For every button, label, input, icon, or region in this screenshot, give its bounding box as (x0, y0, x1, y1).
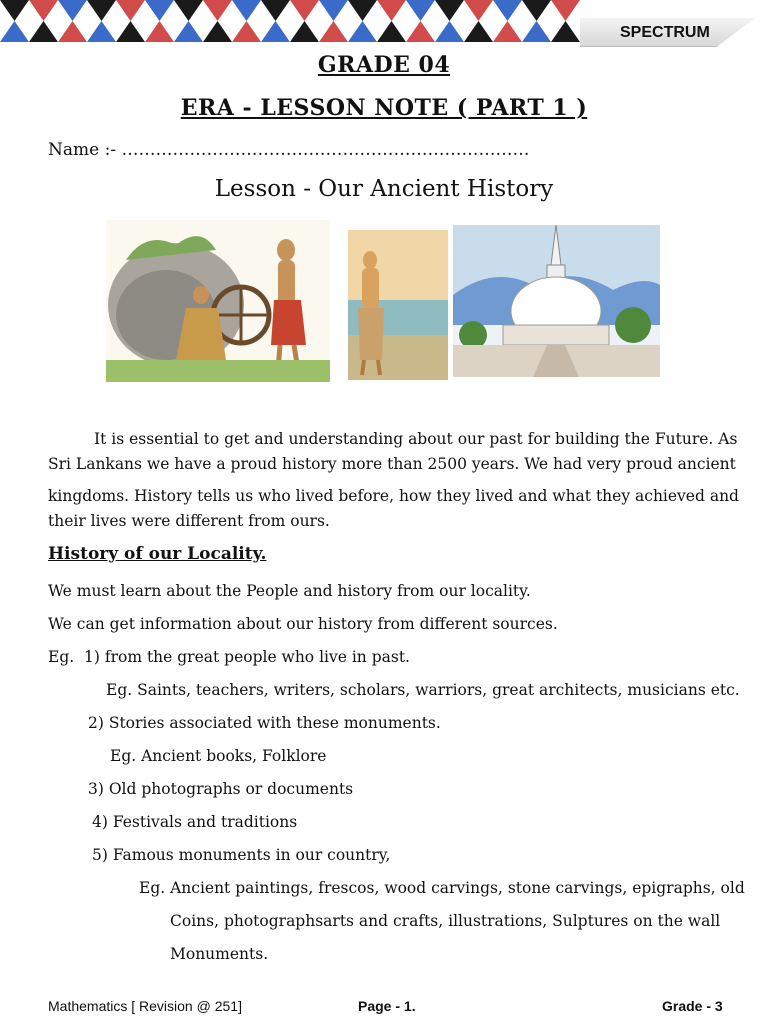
border-triangle (493, 0, 522, 21)
border-triangle (290, 21, 319, 42)
border-triangle (261, 0, 290, 21)
border-triangle (145, 0, 174, 21)
king-statue-illustration (348, 230, 448, 380)
ancient-people-illustration (106, 220, 330, 382)
border-triangle (406, 21, 435, 42)
border-triangle (435, 21, 464, 42)
eg-label: Eg. (48, 648, 75, 666)
border-triangle (377, 21, 406, 42)
source-item-1-example: Eg. Saints, teachers, writers, scholars, warriors, great architects, musicians etc. (106, 681, 740, 699)
border-triangle (203, 21, 232, 42)
source-item-3: 3) Old photographs or documents (88, 780, 354, 798)
intro-line-2: Sri Lankans we have a proud history more than 2500 years. We had very proud ancient (48, 455, 736, 473)
border-triangle (464, 21, 493, 42)
intro-line-1: It is essential to get and understanding about our past for building the Future. As (94, 430, 738, 448)
border-triangle (261, 21, 290, 42)
border-triangle (174, 0, 203, 21)
border-triangle (319, 0, 348, 21)
section-line-1: We must learn about the People and history from our locality. (48, 582, 531, 600)
source-item-5-example-1: Eg. Ancient paintings, frescos, wood carvings, stone carvings, epigraphs, old (139, 879, 745, 897)
source-item-5: 5) Famous monuments in our country, (92, 846, 391, 864)
section-line-2: We can get information about our history from different sources. (48, 615, 558, 633)
border-triangle (58, 0, 87, 21)
border-triangle (522, 21, 551, 42)
border-triangle (116, 21, 145, 42)
border-triangle (29, 0, 58, 21)
border-triangle (116, 0, 145, 21)
border-triangle (464, 0, 493, 21)
intro-line-3: kingdoms. History tells us who lived before, how they lived and what they achieved and (48, 487, 739, 505)
source-item-2-example: Eg. Ancient books, Folklore (110, 747, 327, 765)
source-item-4: 4) Festivals and traditions (92, 813, 298, 831)
footer-page-number: Page - 1. (358, 998, 416, 1014)
stupa-illustration (453, 225, 660, 377)
lesson-note-title: ERA - LESSON NOTE ( PART 1 ) (180, 95, 588, 121)
source-item-2: 2) Stories associated with these monuments. (88, 714, 441, 732)
source-item-5-example-3: Monuments. (170, 945, 269, 963)
border-triangle (348, 0, 377, 21)
border-triangle (406, 0, 435, 21)
border-triangle (290, 0, 319, 21)
source-item-5-example-2: Coins, photographsarts and crafts, illustrations, Sulptures on the wall (170, 912, 721, 930)
lesson-heading: Lesson - Our Ancient History (214, 176, 554, 202)
intro-line-4: their lives were different from ours. (48, 512, 330, 530)
section-heading: History of our Locality. (48, 544, 267, 564)
brand-label: SPECTRUM (620, 24, 710, 41)
border-triangle (377, 0, 406, 21)
border-triangle (203, 0, 232, 21)
border-triangle (232, 0, 261, 21)
decorative-triangle-border (0, 0, 580, 46)
border-triangle (174, 21, 203, 42)
border-triangle (319, 21, 348, 42)
footer-grade: Grade - 3 (662, 998, 723, 1014)
border-triangle (87, 21, 116, 42)
border-triangle (522, 0, 551, 21)
source-item-1: 1) from the great people who live in past. (84, 648, 410, 666)
border-triangle (435, 0, 464, 21)
border-triangle (29, 21, 58, 42)
border-triangle (348, 21, 377, 42)
grade-title: GRADE 04 (317, 52, 451, 78)
border-triangle (58, 21, 87, 42)
border-triangle (551, 21, 580, 42)
border-triangle (0, 0, 29, 21)
border-triangle (87, 0, 116, 21)
border-triangle (0, 21, 29, 42)
name-field-line: Name :- ……………………………………………………………… (48, 140, 530, 160)
border-triangle (232, 21, 261, 42)
border-triangle (493, 21, 522, 42)
footer-subject: Mathematics [ Revision @ 251] (48, 998, 242, 1014)
border-triangle (145, 21, 174, 42)
border-triangle (551, 0, 580, 21)
